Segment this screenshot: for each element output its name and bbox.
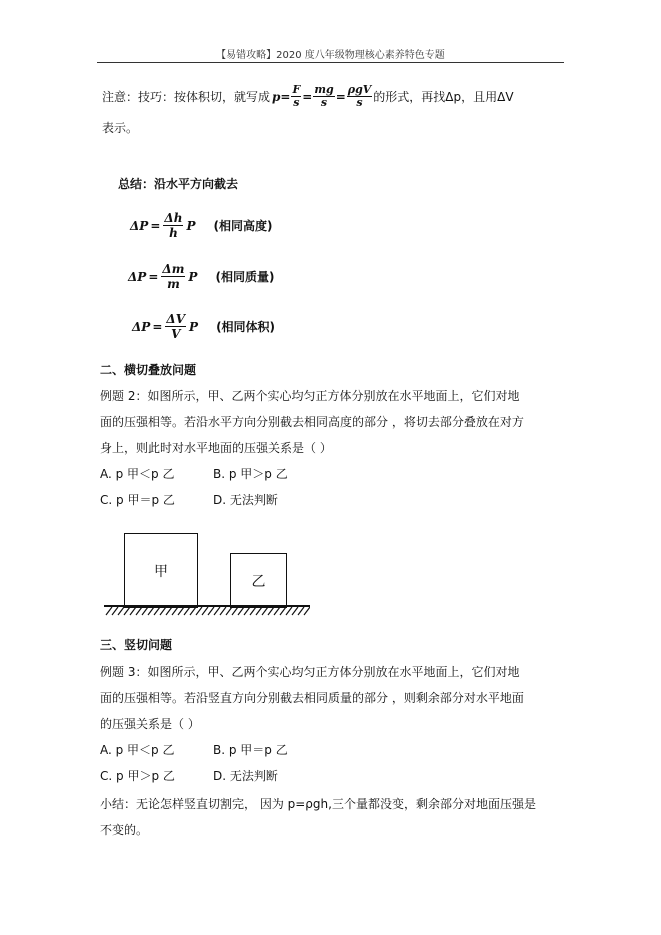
section3-conclusion-1: 小结：无论怎样竖直切割完， 因为 p=ρgh,三个量都没变，剩余部分对地面压强是 xyxy=(100,797,536,811)
section2-option-b: B. p 甲＞p 乙 xyxy=(213,467,288,481)
fraction-denominator: s xyxy=(293,96,300,109)
ground-hatching xyxy=(104,604,310,616)
note-fraction-mg-over-s xyxy=(313,84,334,109)
formula-label: (相同质量) xyxy=(215,270,275,284)
formula-eq: = xyxy=(152,319,163,334)
formula-mass xyxy=(128,262,274,291)
cube-yi xyxy=(230,553,287,608)
fraction-denominator: h xyxy=(169,226,178,240)
section3-conclusion-2: 不变的。 xyxy=(100,823,149,837)
note-line xyxy=(102,84,514,109)
fraction-numerator: Δm xyxy=(162,262,185,276)
section3-option-d: D. 无法判断 xyxy=(213,769,278,783)
formula-rhs: P xyxy=(189,319,199,334)
section3-option-c: C. p 甲＞p 乙 xyxy=(100,769,175,783)
fraction-numerator: Δh xyxy=(164,211,183,225)
note-eq-2: = xyxy=(302,89,313,104)
fraction-numerator: ρgV xyxy=(347,83,372,96)
formula-volume xyxy=(132,312,275,341)
section2-option-a: A. p 甲＜p 乙 xyxy=(100,467,175,481)
formula-label: (相同体积) xyxy=(216,320,276,334)
formula-eq: = xyxy=(150,218,161,233)
formula-label: (相同高度) xyxy=(213,219,273,233)
section2-line-1: 例题 2：如图所示，甲、乙两个实心均匀正方体分别放在水平地面上，它们对地 xyxy=(100,389,520,403)
fraction-numerator: F xyxy=(292,83,301,96)
section3-heading: 三、竖切问题 xyxy=(100,638,173,652)
cube-yi-label: 乙 xyxy=(251,573,266,590)
section2-line-2: 面的压强相等。若沿水平方向分别截去相同高度的部分 ，将切去部分叠放在对方 xyxy=(100,415,524,429)
formula-fraction xyxy=(161,262,185,291)
fraction-denominator: V xyxy=(171,327,181,341)
section3-line-3: 的压强关系是（ ） xyxy=(100,717,200,731)
formula-rhs: P xyxy=(188,269,198,284)
note-eq-3: = xyxy=(335,89,346,104)
note-suffix: 的形式，再找Δp，且用ΔV xyxy=(373,89,514,104)
fraction-denominator: s xyxy=(320,96,328,109)
formula-rhs: P xyxy=(186,218,196,233)
section3-option-a: A. p 甲＜p 乙 xyxy=(100,743,175,757)
section2-line-3: 身上，则此时对水平地面的压强关系是（ ） xyxy=(100,441,332,455)
formula-lhs: ΔP xyxy=(132,319,151,334)
section3-line-1: 例题 3：如图所示，甲、乙两个实心均匀正方体分别放在水平地面上，它们对地 xyxy=(100,665,520,679)
formula-lhs: ΔP xyxy=(130,218,149,233)
fraction-denominator: s xyxy=(356,96,363,109)
cube-jia xyxy=(124,533,198,608)
note-eq-1: = xyxy=(280,89,291,104)
section3-line-2: 面的压强相等。若沿竖直方向分别截去相同质量的部分 ，则剩余部分对水平地面 xyxy=(100,691,524,705)
fraction-denominator: m xyxy=(167,277,180,291)
note-p: p xyxy=(272,89,281,104)
fraction-numerator: ΔV xyxy=(166,312,186,326)
page-header: 【易错攻略】2020 度八年级物理核心素养特色专题 xyxy=(216,50,445,61)
summary-title: 总结：沿水平方向截去 xyxy=(118,177,239,191)
note-line-2: 表示。 xyxy=(102,121,139,135)
cube-jia-label: 甲 xyxy=(154,563,168,580)
formula-lhs: ΔP xyxy=(128,269,147,284)
section2-option-d: D. 无法判断 xyxy=(213,493,278,507)
header-divider xyxy=(97,62,564,63)
section3-option-b: B. p 甲＝p 乙 xyxy=(213,743,288,757)
note-fraction-rhogv-over-s xyxy=(347,84,373,109)
formula-eq: = xyxy=(148,269,159,284)
fraction-numerator: mg xyxy=(314,83,334,96)
formula-fraction xyxy=(165,312,186,341)
formula-height xyxy=(130,211,272,240)
section2-heading: 二、横切叠放问题 xyxy=(100,363,197,377)
note-fraction-f-over-s xyxy=(291,84,301,109)
note-prefix: 注意：技巧：按体积切，就写成 xyxy=(102,89,271,104)
formula-fraction xyxy=(163,211,183,240)
section2-option-c: C. p 甲＝p 乙 xyxy=(100,493,175,507)
